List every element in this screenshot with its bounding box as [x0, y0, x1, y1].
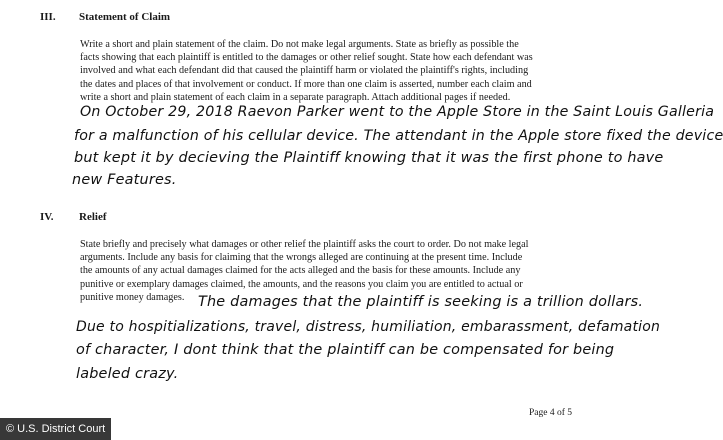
section-3-number: III. [40, 11, 56, 23]
instruction-line: arguments. Include any basis for claiming that the wrongs alleged are continuing at the present time. Include [80, 252, 523, 264]
handwritten-line: new Features. [72, 172, 177, 188]
instruction-line: write a short and plain statement of each claim in a separate paragraph. Attach additional pages if needed. [80, 91, 511, 103]
section-4-title: Relief [79, 211, 107, 223]
section-3-title: Statement of Claim [79, 11, 171, 23]
image-credit-watermark: © U.S. District Court [0, 418, 111, 440]
handwritten-line: Due to hospitializations, travel, distress, humiliation, embarassment, defamation [76, 319, 661, 335]
instruction-line: punitive or exemplary damages claimed, the amounts, and the reasons you claim you are entitled to actual or [80, 278, 523, 290]
handwritten-line: but kept it by decieving the Plaintiff knowing that it was the first phone to have [74, 150, 664, 166]
handwritten-line: labeled crazy. [76, 366, 179, 382]
instruction-line: facts showing that each plaintiff is entitled to the damages or other relief sought. State how each defendant was [80, 52, 533, 64]
instruction-line: Write a short and plain statement of the claim. Do not make legal arguments. State as briefly as possible the [80, 39, 519, 50]
page-number: Page 4 of 5 [528, 408, 572, 418]
handwritten-line: On October 29, 2018 Raevon Parker went to the Apple Store in the Saint Louis Galleria [80, 104, 715, 120]
instruction-line: punitive money damages. [80, 291, 185, 303]
handwritten-line: of character, I dont think that the plaintiff can be compensated for being [76, 342, 615, 358]
handwritten-line: for a malfunction of his cellular device. The attendant in the Apple store fixed the device [74, 128, 723, 144]
section-4-number: IV. [40, 211, 54, 223]
instruction-line: the dates and places of that involvement or conduct. If more than one claim is asserted, number each claim and [80, 78, 532, 90]
instruction-line: involved and what each defendant did that caused the plaintiff harm or violated the plaintiff's rights, including [80, 65, 529, 77]
handwritten-line: The damages that the plaintiff is seeking is a trillion dollars. [198, 294, 644, 310]
instruction-line: State briefly and precisely what damages or other relief the plaintiff asks the court to order. Do not make legal [80, 239, 529, 250]
section-3-instructions [80, 38, 610, 104]
instruction-line: the amounts of any actual damages claimed for the acts alleged and the basis for these amounts. Include any [80, 265, 521, 277]
